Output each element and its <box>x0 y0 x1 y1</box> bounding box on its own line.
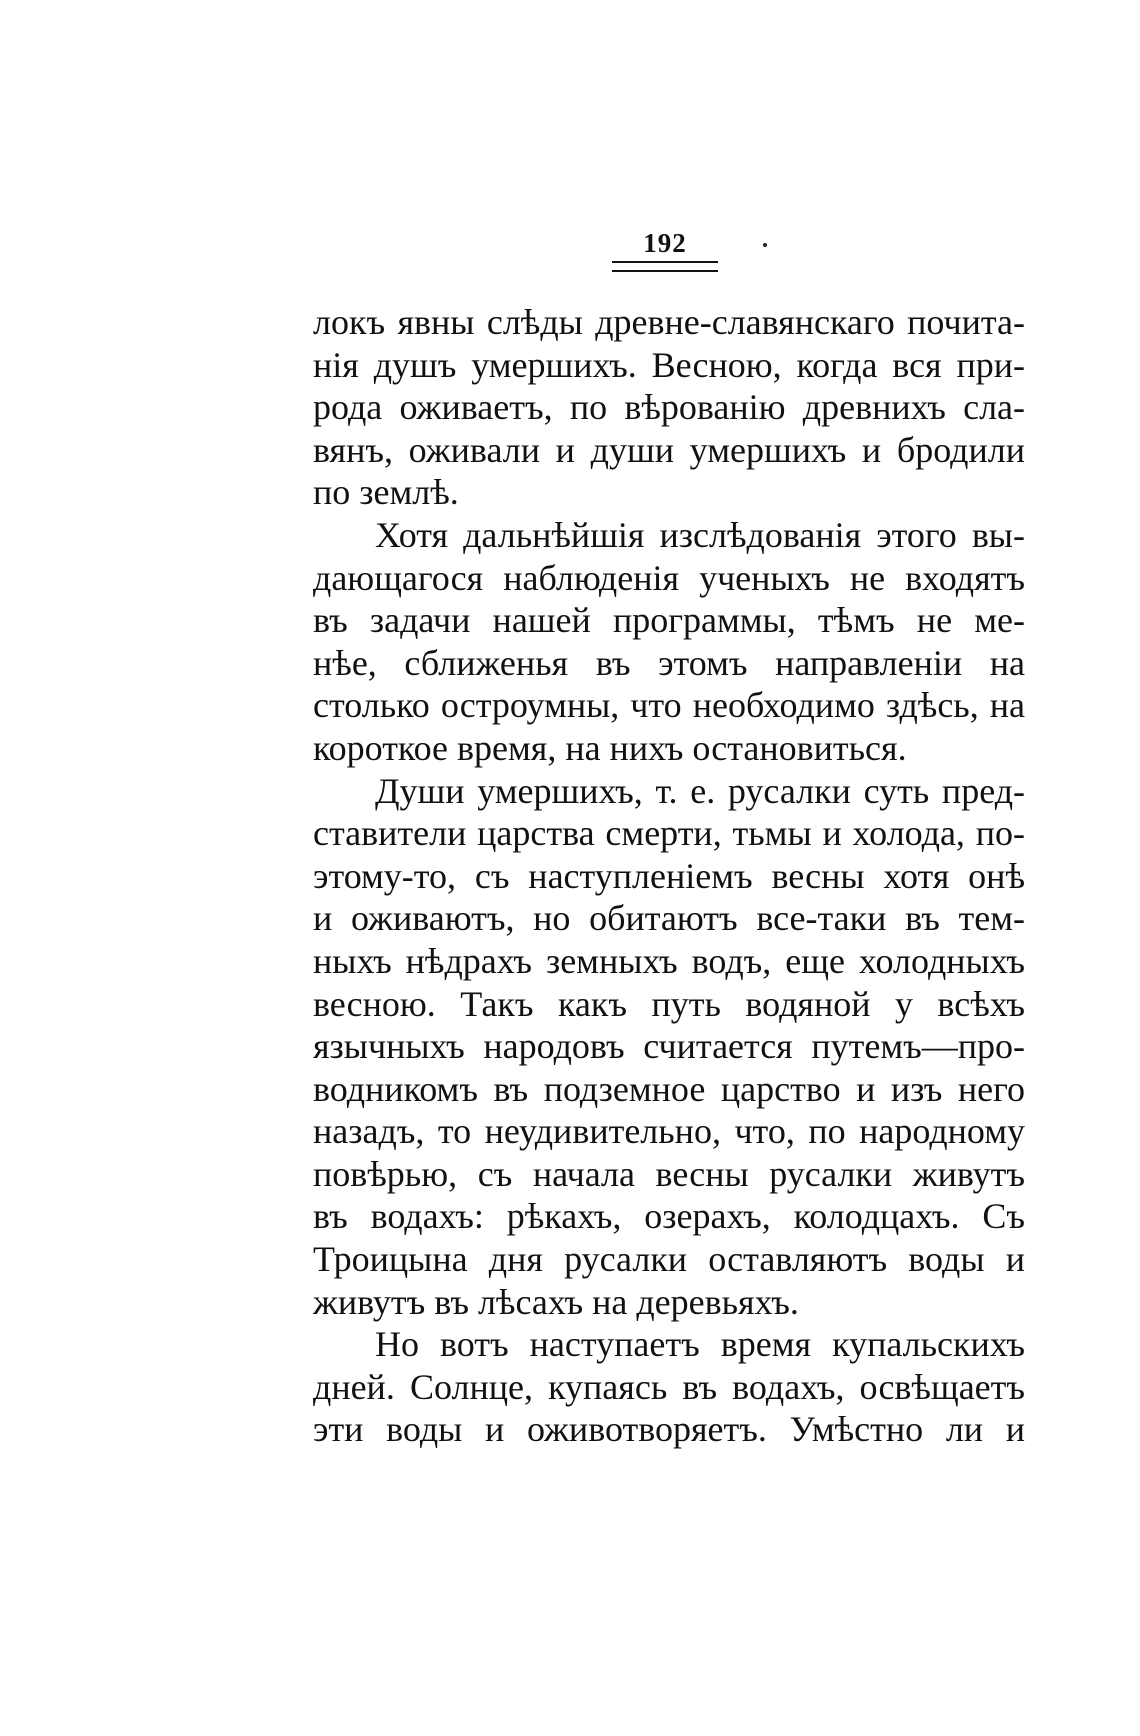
text-line: короткое время, на нихъ остановиться. <box>313 727 907 768</box>
paragraph-1 <box>313 301 1025 514</box>
text-line: нѣе, сближенья въ этомъ направленіи на <box>313 642 1025 683</box>
text-line: язычныхъ народовъ считается путемъ—про- <box>313 1026 1025 1067</box>
page-number: 192 <box>643 228 687 258</box>
text-line: ставители царства смерти, тьмы и холода, по- <box>313 813 1025 854</box>
ink-dot <box>763 243 767 247</box>
text-line: столько остроумны, что необходимо здѣсь, на <box>313 685 1025 726</box>
text-line: въ задачи нашей программы, тѣмъ не ме- <box>313 600 1025 641</box>
text-line: дающагося наблюденія ученыхъ не входятъ <box>313 557 1025 598</box>
text-line: назадъ, то неудивительно, что, по народному <box>313 1111 1025 1152</box>
text-line: повѣрью, съ начала весны русалки живутъ <box>313 1153 1025 1194</box>
body-text <box>313 301 1025 1451</box>
text-line: эти воды и оживотворяетъ. Умѣстно ли и <box>313 1409 1025 1450</box>
text-line: вянъ, оживали и души умершихъ и бродили <box>313 429 1025 470</box>
text-line: нія душъ умершихъ. Весною, когда вся при- <box>313 344 1025 385</box>
paragraph-4 <box>313 1323 1025 1451</box>
text-line: по землѣ. <box>313 472 459 513</box>
paragraph-2 <box>313 514 1025 770</box>
text-line: дней. Солнце, купаясь въ водахъ, освѣщаетъ <box>313 1366 1025 1407</box>
text-line: въ водахъ: рѣкахъ, озерахъ, колодцахъ. Съ <box>313 1196 1025 1237</box>
paragraph-3 <box>313 770 1025 1324</box>
text-line: этому-то, съ наступленіемъ весны хотя онѣ <box>313 855 1025 896</box>
text-line: Троицына дня русалки оставляютъ воды и <box>313 1239 1025 1280</box>
text-line: живутъ въ лѣсахъ на деревьяхъ. <box>313 1281 799 1322</box>
text-line: и оживаютъ, но обитаютъ все-таки въ тем- <box>313 898 1025 939</box>
page-number-rule <box>612 261 718 272</box>
text-line: Хотя дальнѣйшія изслѣдованія этого вы- <box>375 514 1025 555</box>
text-line: Но вотъ наступаетъ время купальскихъ <box>375 1324 1025 1365</box>
text-line: рода оживаетъ, по вѣрованію древнихъ сла- <box>313 387 1025 428</box>
text-line: ныхъ нѣдрахъ земныхъ водъ, еще холодныхъ <box>313 940 1025 981</box>
text-line: локъ явны слѣды древне-славянскаго почита- <box>313 302 1025 342</box>
text-line: весною. Такъ какъ путь водяной у всѣхъ <box>313 983 1025 1024</box>
text-line: водникомъ въ подземное царство и изъ него <box>313 1068 1025 1109</box>
page-header <box>612 227 718 272</box>
text-line: Души умершихъ, т. е. русалки суть пред- <box>375 770 1025 811</box>
